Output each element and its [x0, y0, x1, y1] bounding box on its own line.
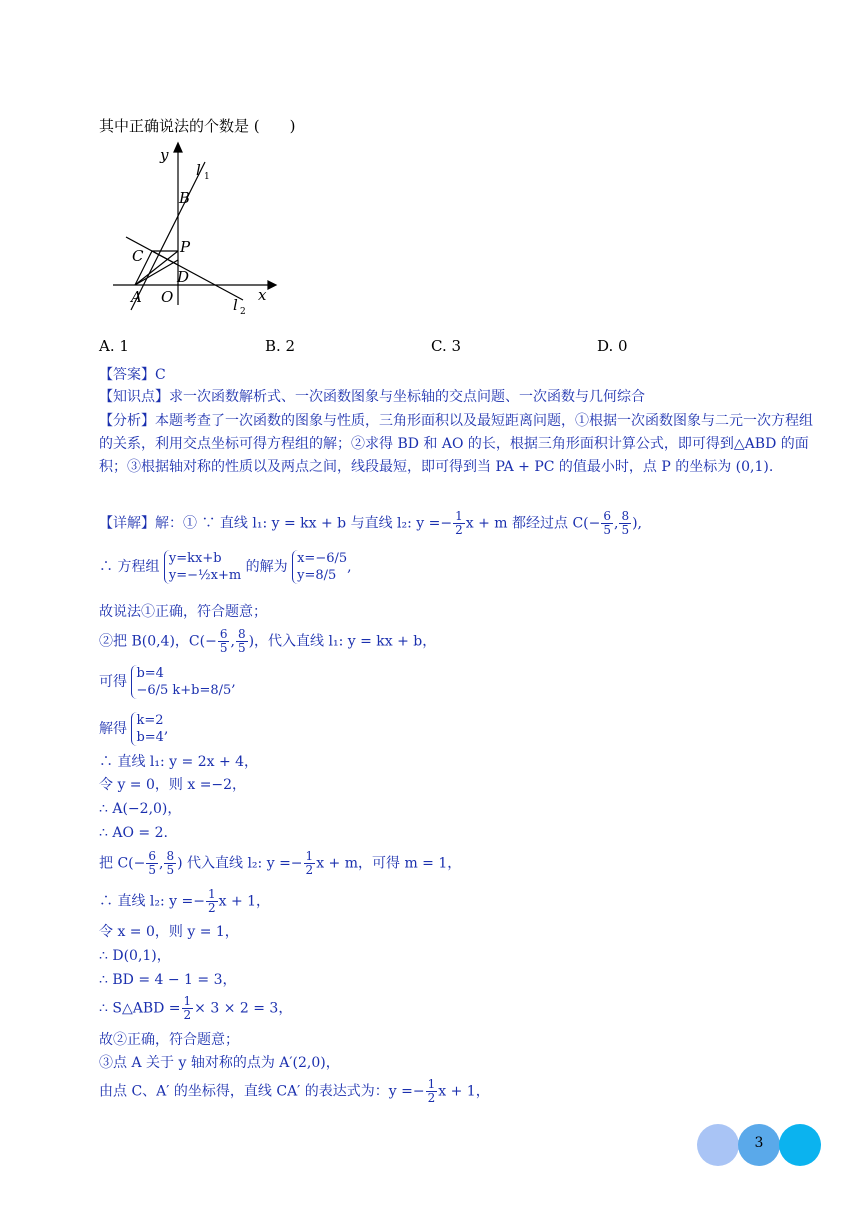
- detail-line-10: ∴ AO = 2.: [99, 825, 168, 841]
- detail-line-13: 令 x = 0，则 y = 1，: [99, 924, 239, 940]
- label-B: B: [179, 189, 191, 207]
- detail-line-6: 解得 k=2 b=4 ,: [99, 713, 169, 745]
- detail-line-17: 故②正确，符合题意；: [99, 1032, 239, 1048]
- analysis-paragraph: 【分析】本题考查了一次函数的图象与性质，三角形面积以及最短距离问题，①根据一次函数图象与二元一次方程组的关系，利用交点坐标可得方程组的解；②求得 BD 和 AO 的长，根据三角形面积计算公式，即可得到△ABD 的面积；③根据轴对称的性质以及两点之间，线段最短，即可得到当 PA + PC 的值最小时，点 P 的坐标为 (0,1).: [99, 413, 813, 475]
- detail-line-4: ②把 B(0,4)，C(− $\frac{6}{5}$ , $\frac{8}{5}$ )，代入直线 l₁: y = kx + b，: [99, 627, 437, 655]
- detail-line-16: ∴ S△ABD = $\frac{1}{2}$ × 3 × 2 = 3，: [99, 994, 293, 1022]
- y-axis-arrow: [174, 143, 182, 152]
- label-P: P: [180, 238, 191, 256]
- detail-line-18: ③点 A 关于 y 轴对称的点为 A′(2,0)，: [99, 1055, 340, 1071]
- coordinate-figure: [108, 140, 283, 325]
- choice-d[interactable]: D. 0: [597, 337, 628, 355]
- system-3: k=2 b=4: [131, 712, 164, 746]
- choice-a[interactable]: A. 1: [99, 337, 129, 355]
- answer-line: 【答案】C: [99, 367, 166, 383]
- detail-line-12: ∴ 直线 l₂: y =− $\frac{1}{2}$ x + 1，: [99, 887, 271, 915]
- label-l1: l: [196, 161, 201, 179]
- system-1: y=kx+b y=−½x+m: [164, 550, 241, 584]
- segment-CD: [152, 251, 178, 265]
- detail-line-1: 【详解】解：① ∵ 直线 l₁: y = kx + b 与直线 l₂: y =− $\frac{1}{2}$ x + m 都经过点 C(− $\frac{6}{5}$ , $\frac{8}{5}$ ),: [99, 509, 643, 537]
- detail-line-15: ∴ BD = 4 − 1 = 3，: [99, 972, 237, 988]
- label-C: C: [132, 247, 144, 265]
- label-x: x: [258, 286, 267, 304]
- detail-line-7: ∴ 直线 l₁: y = 2x + 4，: [99, 754, 259, 770]
- svg-text:2: 2: [240, 307, 246, 317]
- system-2: b=4 −6/5 k+b=8/5: [131, 665, 231, 699]
- label-A: A: [131, 288, 142, 306]
- detail-line-3: 故说法①正确，符合题意；: [99, 604, 267, 620]
- detail-line-11: 把 C(− $\frac{6}{5}$ , $\frac{8}{5}$ ) 代入直线 l₂: y =− $\frac{1}{2}$ x + m，可得 m = 1，: [99, 849, 462, 877]
- detail-line-19: 由点 C、A′ 的坐标得，直线 CA′ 的表达式为：y =− $\frac{1}{2}$ x + 1，: [99, 1077, 490, 1105]
- svg-text:1: 1: [204, 172, 210, 182]
- label-D: D: [177, 268, 190, 286]
- label-l2: l: [233, 296, 238, 314]
- page-number: 3: [754, 1135, 764, 1151]
- detail-line-9: ∴ A(−2,0)，: [99, 801, 182, 817]
- label-O: O: [161, 288, 174, 306]
- solution-1: x=−6/5 y=8/5: [292, 550, 347, 584]
- detail-line-14: ∴ D(0,1)，: [99, 948, 171, 964]
- choice-c[interactable]: C. 3: [431, 337, 462, 355]
- x-axis-arrow: [268, 281, 276, 289]
- detail-line-8: 令 y = 0，则 x =−2，: [99, 777, 247, 793]
- knowledge-line: 【知识点】求一次函数解析式、一次函数图象与坐标轴的交点问题、一次函数与几何综合: [99, 389, 645, 405]
- question-text: 其中正确说法的个数是 ( ): [99, 117, 296, 135]
- detail-line-2: ∴ 方程组 y=kx+b y=−½x+m 的解为 x=−6/5 y=8/5 ,: [99, 551, 352, 583]
- choice-b[interactable]: B. 2: [265, 337, 296, 355]
- detail-line-5: 可得 b=4 −6/5 k+b=8/5 ,: [99, 666, 236, 698]
- label-y: y: [160, 146, 169, 164]
